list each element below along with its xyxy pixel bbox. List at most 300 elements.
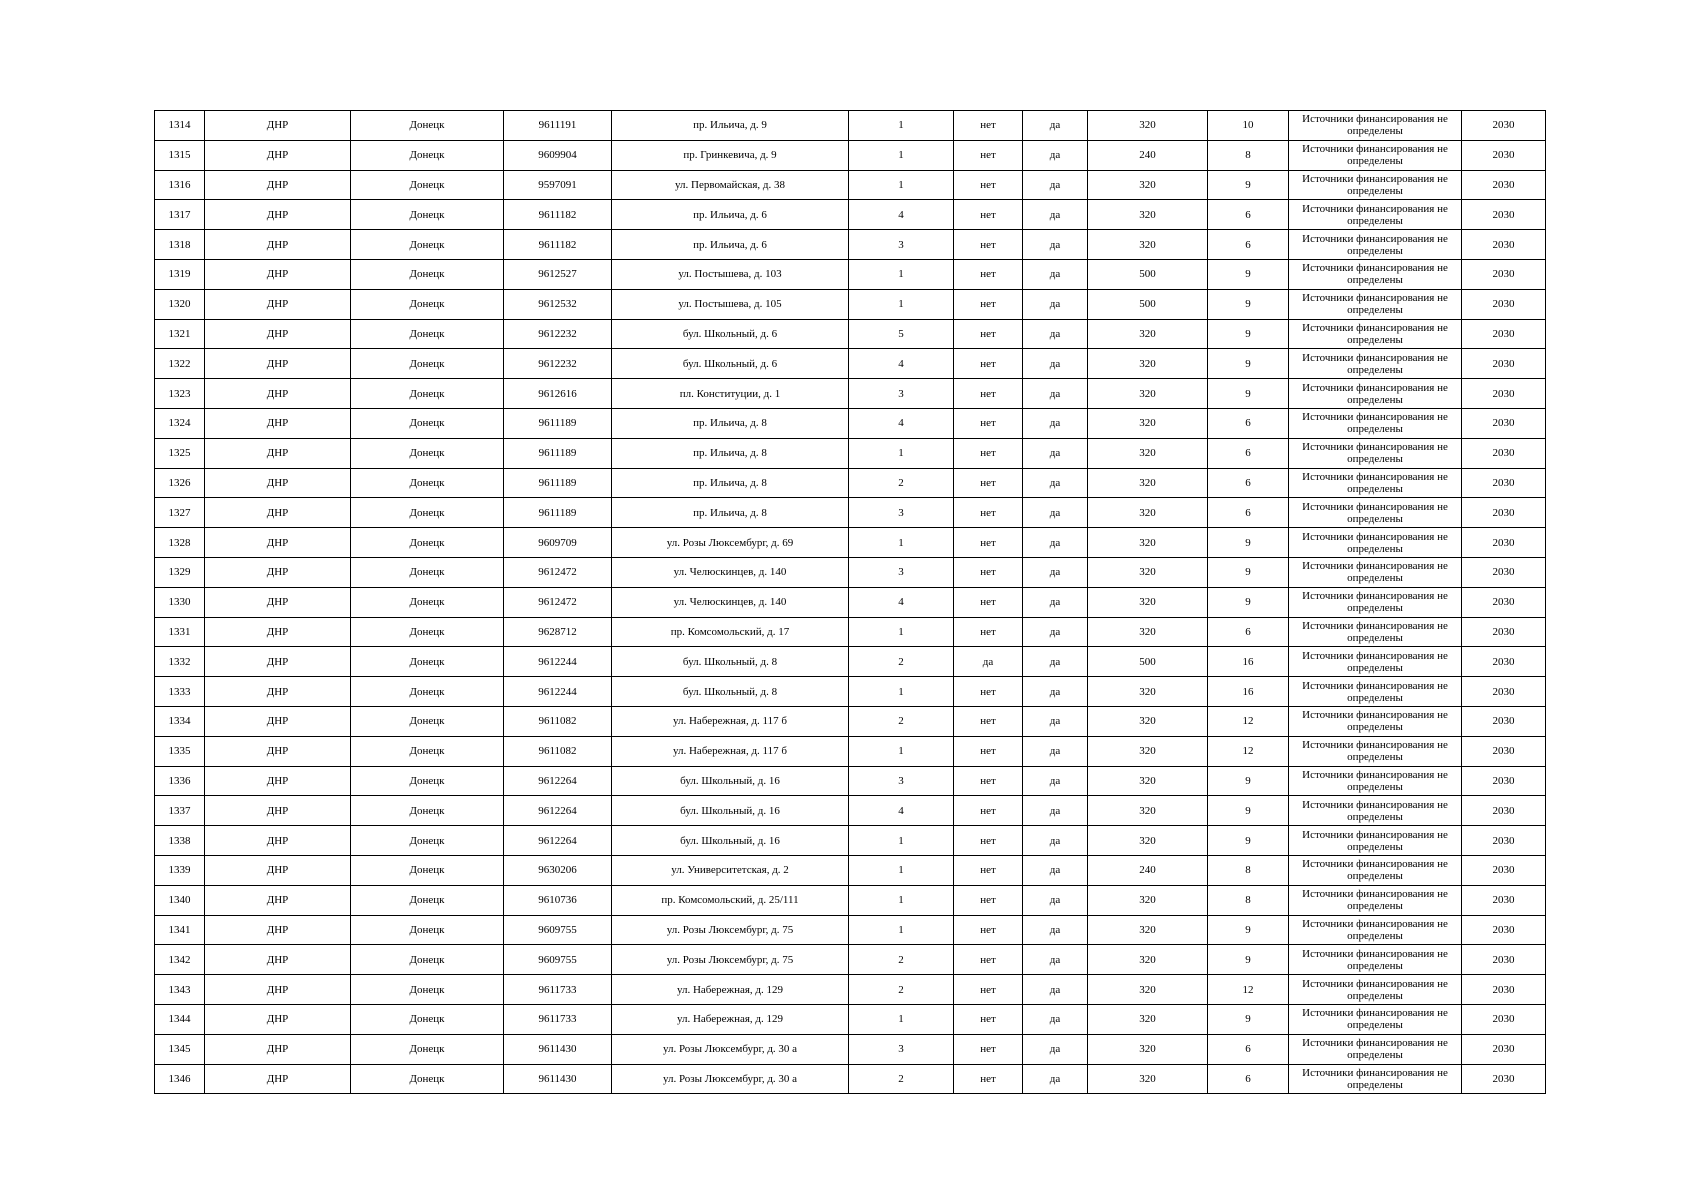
- cell-city: Донецк: [351, 915, 504, 945]
- cell-year: 2030: [1462, 975, 1546, 1005]
- table-row: [155, 289, 1546, 319]
- cell-capacity: 320: [1088, 885, 1208, 915]
- cell-floors: 6: [1208, 468, 1289, 498]
- cell-row-number: 1346: [155, 1064, 205, 1094]
- cell-address: бул. Школьный, д. 6: [612, 349, 849, 379]
- cell-flag-a: нет: [954, 915, 1023, 945]
- cell-address: бул. Школьный, д. 8: [612, 677, 849, 707]
- table-row: [155, 915, 1546, 945]
- table-row: [155, 408, 1546, 438]
- cell-funding-source: Источники финансирования не определены: [1289, 200, 1462, 230]
- cell-object-code: 9611189: [504, 438, 612, 468]
- cell-address: ул. Набережная, д. 129: [612, 1004, 849, 1034]
- cell-region: ДНР: [205, 587, 351, 617]
- cell-row-number: 1317: [155, 200, 205, 230]
- cell-entrance: 2: [849, 1064, 954, 1094]
- cell-year: 2030: [1462, 1004, 1546, 1034]
- cell-capacity: 320: [1088, 975, 1208, 1005]
- cell-floors: 12: [1208, 975, 1289, 1005]
- cell-capacity: 320: [1088, 587, 1208, 617]
- cell-flag-a: нет: [954, 1004, 1023, 1034]
- cell-row-number: 1343: [155, 975, 205, 1005]
- cell-flag-a: нет: [954, 677, 1023, 707]
- cell-floors: 12: [1208, 736, 1289, 766]
- cell-city: Донецк: [351, 826, 504, 856]
- cell-entrance: 1: [849, 617, 954, 647]
- cell-object-code: 9611182: [504, 230, 612, 260]
- cell-floors: 9: [1208, 766, 1289, 796]
- cell-entrance: 1: [849, 528, 954, 558]
- cell-region: ДНР: [205, 766, 351, 796]
- cell-row-number: 1345: [155, 1034, 205, 1064]
- cell-address: пр. Комсомольский, д. 25/111: [612, 885, 849, 915]
- cell-flag-b: да: [1023, 289, 1088, 319]
- cell-address: пр. Ильича, д. 6: [612, 230, 849, 260]
- table-row: [155, 617, 1546, 647]
- cell-flag-b: да: [1023, 736, 1088, 766]
- cell-city: Донецк: [351, 319, 504, 349]
- cell-region: ДНР: [205, 915, 351, 945]
- cell-address: ул. Университетская, д. 2: [612, 855, 849, 885]
- cell-capacity: 320: [1088, 1064, 1208, 1094]
- cell-row-number: 1315: [155, 140, 205, 170]
- cell-entrance: 4: [849, 408, 954, 438]
- cell-entrance: 1: [849, 915, 954, 945]
- cell-region: ДНР: [205, 379, 351, 409]
- cell-flag-a: нет: [954, 498, 1023, 528]
- cell-capacity: 320: [1088, 826, 1208, 856]
- cell-row-number: 1330: [155, 587, 205, 617]
- cell-flag-a: нет: [954, 438, 1023, 468]
- cell-city: Донецк: [351, 468, 504, 498]
- cell-address: ул. Набережная, д. 117 б: [612, 706, 849, 736]
- cell-object-code: 9612527: [504, 259, 612, 289]
- cell-flag-a: нет: [954, 111, 1023, 141]
- cell-funding-source: Источники финансирования не определены: [1289, 796, 1462, 826]
- cell-capacity: 320: [1088, 498, 1208, 528]
- cell-row-number: 1321: [155, 319, 205, 349]
- cell-funding-source: Источники финансирования не определены: [1289, 975, 1462, 1005]
- table-row: [155, 200, 1546, 230]
- cell-flag-b: да: [1023, 1034, 1088, 1064]
- cell-address: ул. Постышева, д. 105: [612, 289, 849, 319]
- cell-region: ДНР: [205, 140, 351, 170]
- cell-funding-source: Источники финансирования не определены: [1289, 766, 1462, 796]
- cell-address: ул. Первомайская, д. 38: [612, 170, 849, 200]
- cell-region: ДНР: [205, 230, 351, 260]
- cell-funding-source: Источники финансирования не определены: [1289, 468, 1462, 498]
- cell-region: ДНР: [205, 885, 351, 915]
- table-row: [155, 140, 1546, 170]
- cell-address: бул. Школьный, д. 16: [612, 796, 849, 826]
- cell-city: Донецк: [351, 617, 504, 647]
- cell-capacity: 320: [1088, 379, 1208, 409]
- cell-floors: 9: [1208, 349, 1289, 379]
- cell-flag-a: нет: [954, 1034, 1023, 1064]
- cell-region: ДНР: [205, 855, 351, 885]
- cell-year: 2030: [1462, 379, 1546, 409]
- cell-floors: 9: [1208, 1004, 1289, 1034]
- cell-flag-b: да: [1023, 319, 1088, 349]
- cell-flag-a: нет: [954, 319, 1023, 349]
- cell-floors: 9: [1208, 289, 1289, 319]
- cell-row-number: 1334: [155, 706, 205, 736]
- cell-object-code: 9609755: [504, 945, 612, 975]
- cell-floors: 6: [1208, 617, 1289, 647]
- cell-flag-b: да: [1023, 826, 1088, 856]
- cell-entrance: 3: [849, 498, 954, 528]
- cell-region: ДНР: [205, 706, 351, 736]
- cell-capacity: 320: [1088, 796, 1208, 826]
- cell-flag-a: нет: [954, 289, 1023, 319]
- cell-flag-a: нет: [954, 528, 1023, 558]
- cell-funding-source: Источники финансирования не определены: [1289, 528, 1462, 558]
- cell-region: ДНР: [205, 528, 351, 558]
- cell-city: Донецк: [351, 230, 504, 260]
- cell-city: Донецк: [351, 945, 504, 975]
- cell-floors: 8: [1208, 140, 1289, 170]
- cell-entrance: 1: [849, 826, 954, 856]
- table-row: [155, 111, 1546, 141]
- table-row: [155, 766, 1546, 796]
- cell-flag-b: да: [1023, 349, 1088, 379]
- cell-floors: 9: [1208, 915, 1289, 945]
- cell-flag-a: нет: [954, 259, 1023, 289]
- cell-funding-source: Источники финансирования не определены: [1289, 647, 1462, 677]
- cell-year: 2030: [1462, 319, 1546, 349]
- cell-object-code: 9611082: [504, 736, 612, 766]
- cell-region: ДНР: [205, 945, 351, 975]
- cell-row-number: 1339: [155, 855, 205, 885]
- table-row: [155, 885, 1546, 915]
- cell-object-code: 9612232: [504, 319, 612, 349]
- cell-year: 2030: [1462, 468, 1546, 498]
- cell-year: 2030: [1462, 915, 1546, 945]
- cell-funding-source: Источники финансирования не определены: [1289, 945, 1462, 975]
- cell-entrance: 3: [849, 557, 954, 587]
- cell-year: 2030: [1462, 289, 1546, 319]
- cell-capacity: 240: [1088, 855, 1208, 885]
- cell-funding-source: Источники финансирования не определены: [1289, 587, 1462, 617]
- cell-address: пр. Ильича, д. 8: [612, 498, 849, 528]
- cell-capacity: 320: [1088, 111, 1208, 141]
- table-row: [155, 677, 1546, 707]
- cell-city: Донецк: [351, 1064, 504, 1094]
- cell-floors: 6: [1208, 1064, 1289, 1094]
- cell-object-code: 9630206: [504, 855, 612, 885]
- cell-entrance: 2: [849, 945, 954, 975]
- cell-city: Донецк: [351, 498, 504, 528]
- cell-region: ДНР: [205, 111, 351, 141]
- table-row: [155, 647, 1546, 677]
- table-row: [155, 498, 1546, 528]
- cell-year: 2030: [1462, 706, 1546, 736]
- cell-funding-source: Источники финансирования не определены: [1289, 498, 1462, 528]
- table-row: [155, 1034, 1546, 1064]
- cell-region: ДНР: [205, 408, 351, 438]
- cell-row-number: 1314: [155, 111, 205, 141]
- cell-capacity: 320: [1088, 915, 1208, 945]
- cell-floors: 9: [1208, 945, 1289, 975]
- cell-funding-source: Источники финансирования не определены: [1289, 1064, 1462, 1094]
- table-row: [155, 468, 1546, 498]
- cell-region: ДНР: [205, 319, 351, 349]
- cell-object-code: 9612264: [504, 796, 612, 826]
- cell-city: Донецк: [351, 1034, 504, 1064]
- cell-row-number: 1340: [155, 885, 205, 915]
- cell-flag-a: нет: [954, 945, 1023, 975]
- cell-address: ул. Постышева, д. 103: [612, 259, 849, 289]
- cell-flag-b: да: [1023, 1004, 1088, 1034]
- cell-flag-a: нет: [954, 230, 1023, 260]
- cell-row-number: 1336: [155, 766, 205, 796]
- cell-floors: 9: [1208, 587, 1289, 617]
- cell-row-number: 1342: [155, 945, 205, 975]
- cell-floors: 16: [1208, 677, 1289, 707]
- cell-city: Донецк: [351, 557, 504, 587]
- cell-floors: 6: [1208, 438, 1289, 468]
- cell-row-number: 1325: [155, 438, 205, 468]
- cell-flag-a: нет: [954, 766, 1023, 796]
- cell-entrance: 3: [849, 766, 954, 796]
- cell-object-code: 9612472: [504, 587, 612, 617]
- cell-address: ул. Розы Люксембург, д. 69: [612, 528, 849, 558]
- cell-flag-b: да: [1023, 766, 1088, 796]
- cell-entrance: 1: [849, 140, 954, 170]
- cell-row-number: 1331: [155, 617, 205, 647]
- cell-year: 2030: [1462, 1064, 1546, 1094]
- cell-row-number: 1320: [155, 289, 205, 319]
- cell-entrance: 4: [849, 349, 954, 379]
- cell-row-number: 1319: [155, 259, 205, 289]
- cell-object-code: 9612264: [504, 826, 612, 856]
- cell-region: ДНР: [205, 826, 351, 856]
- cell-row-number: 1316: [155, 170, 205, 200]
- cell-row-number: 1324: [155, 408, 205, 438]
- cell-capacity: 320: [1088, 945, 1208, 975]
- cell-region: ДНР: [205, 170, 351, 200]
- cell-flag-b: да: [1023, 528, 1088, 558]
- table-row: [155, 796, 1546, 826]
- cell-row-number: 1329: [155, 557, 205, 587]
- cell-entrance: 1: [849, 170, 954, 200]
- cell-city: Донецк: [351, 140, 504, 170]
- cell-row-number: 1327: [155, 498, 205, 528]
- cell-flag-b: да: [1023, 587, 1088, 617]
- table-body: [155, 111, 1546, 1094]
- cell-object-code: 9611182: [504, 200, 612, 230]
- cell-object-code: 9611733: [504, 975, 612, 1005]
- cell-region: ДНР: [205, 200, 351, 230]
- cell-address: ул. Розы Люксембург, д. 75: [612, 945, 849, 975]
- cell-object-code: 9612532: [504, 289, 612, 319]
- cell-year: 2030: [1462, 677, 1546, 707]
- cell-entrance: 1: [849, 111, 954, 141]
- cell-flag-a: нет: [954, 617, 1023, 647]
- table-row: [155, 438, 1546, 468]
- cell-funding-source: Источники финансирования не определены: [1289, 885, 1462, 915]
- cell-city: Донецк: [351, 647, 504, 677]
- cell-flag-b: да: [1023, 438, 1088, 468]
- cell-year: 2030: [1462, 945, 1546, 975]
- cell-entrance: 2: [849, 647, 954, 677]
- cell-flag-b: да: [1023, 855, 1088, 885]
- cell-entrance: 3: [849, 230, 954, 260]
- cell-city: Донецк: [351, 438, 504, 468]
- cell-year: 2030: [1462, 259, 1546, 289]
- cell-object-code: 9611189: [504, 408, 612, 438]
- cell-funding-source: Источники финансирования не определены: [1289, 677, 1462, 707]
- cell-flag-a: нет: [954, 349, 1023, 379]
- cell-capacity: 320: [1088, 200, 1208, 230]
- cell-funding-source: Источники финансирования не определены: [1289, 319, 1462, 349]
- cell-city: Донецк: [351, 766, 504, 796]
- cell-object-code: 9611191: [504, 111, 612, 141]
- cell-capacity: 320: [1088, 766, 1208, 796]
- cell-region: ДНР: [205, 796, 351, 826]
- cell-funding-source: Источники финансирования не определены: [1289, 826, 1462, 856]
- cell-row-number: 1318: [155, 230, 205, 260]
- cell-flag-a: нет: [954, 379, 1023, 409]
- cell-funding-source: Источники финансирования не определены: [1289, 1004, 1462, 1034]
- cell-year: 2030: [1462, 885, 1546, 915]
- cell-region: ДНР: [205, 647, 351, 677]
- cell-floors: 9: [1208, 259, 1289, 289]
- cell-address: пр. Ильича, д. 9: [612, 111, 849, 141]
- cell-city: Донецк: [351, 111, 504, 141]
- cell-region: ДНР: [205, 975, 351, 1005]
- cell-object-code: 9609755: [504, 915, 612, 945]
- cell-flag-b: да: [1023, 796, 1088, 826]
- cell-year: 2030: [1462, 587, 1546, 617]
- cell-city: Донецк: [351, 408, 504, 438]
- cell-row-number: 1328: [155, 528, 205, 558]
- cell-flag-b: да: [1023, 975, 1088, 1005]
- cell-year: 2030: [1462, 438, 1546, 468]
- cell-object-code: 9609709: [504, 528, 612, 558]
- cell-year: 2030: [1462, 200, 1546, 230]
- cell-address: ул. Розы Люксембург, д. 30 а: [612, 1034, 849, 1064]
- cell-year: 2030: [1462, 349, 1546, 379]
- cell-year: 2030: [1462, 826, 1546, 856]
- cell-floors: 9: [1208, 170, 1289, 200]
- cell-entrance: 2: [849, 706, 954, 736]
- table-row: [155, 349, 1546, 379]
- cell-address: пл. Конституции, д. 1: [612, 379, 849, 409]
- cell-flag-a: нет: [954, 975, 1023, 1005]
- cell-year: 2030: [1462, 766, 1546, 796]
- cell-entrance: 1: [849, 885, 954, 915]
- cell-address: ул. Набережная, д. 129: [612, 975, 849, 1005]
- cell-flag-b: да: [1023, 379, 1088, 409]
- cell-funding-source: Источники финансирования не определены: [1289, 140, 1462, 170]
- cell-region: ДНР: [205, 677, 351, 707]
- cell-city: Донецк: [351, 170, 504, 200]
- cell-row-number: 1332: [155, 647, 205, 677]
- cell-flag-a: нет: [954, 408, 1023, 438]
- cell-funding-source: Источники финансирования не определены: [1289, 736, 1462, 766]
- cell-flag-b: да: [1023, 647, 1088, 677]
- cell-region: ДНР: [205, 438, 351, 468]
- cell-flag-a: нет: [954, 736, 1023, 766]
- cell-capacity: 320: [1088, 677, 1208, 707]
- cell-address: пр. Ильича, д. 6: [612, 200, 849, 230]
- table-row: [155, 557, 1546, 587]
- cell-city: Донецк: [351, 706, 504, 736]
- cell-funding-source: Источники финансирования не определены: [1289, 617, 1462, 647]
- cell-year: 2030: [1462, 140, 1546, 170]
- cell-floors: 9: [1208, 379, 1289, 409]
- cell-region: ДНР: [205, 1034, 351, 1064]
- cell-region: ДНР: [205, 1064, 351, 1094]
- cell-address: ул. Челюскинцев, д. 140: [612, 557, 849, 587]
- cell-flag-b: да: [1023, 706, 1088, 736]
- cell-year: 2030: [1462, 796, 1546, 826]
- cell-row-number: 1326: [155, 468, 205, 498]
- cell-floors: 9: [1208, 826, 1289, 856]
- cell-flag-b: да: [1023, 111, 1088, 141]
- cell-floors: 6: [1208, 1034, 1289, 1064]
- cell-entrance: 4: [849, 796, 954, 826]
- cell-funding-source: Источники финансирования не определены: [1289, 170, 1462, 200]
- cell-object-code: 9597091: [504, 170, 612, 200]
- cell-flag-a: нет: [954, 1064, 1023, 1094]
- cell-region: ДНР: [205, 1004, 351, 1034]
- cell-year: 2030: [1462, 498, 1546, 528]
- table-row: [155, 587, 1546, 617]
- cell-flag-b: да: [1023, 915, 1088, 945]
- cell-row-number: 1333: [155, 677, 205, 707]
- cell-capacity: 320: [1088, 170, 1208, 200]
- cell-address: пр. Гринкевича, д. 9: [612, 140, 849, 170]
- cell-flag-b: да: [1023, 259, 1088, 289]
- cell-floors: 8: [1208, 885, 1289, 915]
- cell-flag-b: да: [1023, 557, 1088, 587]
- cell-floors: 9: [1208, 528, 1289, 558]
- cell-flag-b: да: [1023, 200, 1088, 230]
- cell-flag-a: нет: [954, 826, 1023, 856]
- cell-address: пр. Ильича, д. 8: [612, 408, 849, 438]
- table-row: [155, 975, 1546, 1005]
- cell-entrance: 4: [849, 200, 954, 230]
- cell-floors: 16: [1208, 647, 1289, 677]
- cell-floors: 6: [1208, 498, 1289, 528]
- cell-address: пр. Комсомольский, д. 17: [612, 617, 849, 647]
- cell-row-number: 1323: [155, 379, 205, 409]
- cell-row-number: 1338: [155, 826, 205, 856]
- cell-address: ул. Набережная, д. 117 б: [612, 736, 849, 766]
- table-row: [155, 528, 1546, 558]
- cell-capacity: 320: [1088, 706, 1208, 736]
- cell-entrance: 1: [849, 736, 954, 766]
- cell-region: ДНР: [205, 349, 351, 379]
- cell-funding-source: Источники финансирования не определены: [1289, 408, 1462, 438]
- cell-row-number: 1322: [155, 349, 205, 379]
- table-row: [155, 259, 1546, 289]
- table-row: [155, 170, 1546, 200]
- cell-funding-source: Источники финансирования не определены: [1289, 438, 1462, 468]
- cell-capacity: 500: [1088, 289, 1208, 319]
- cell-flag-a: нет: [954, 796, 1023, 826]
- data-table: [154, 110, 1546, 1094]
- cell-floors: 8: [1208, 855, 1289, 885]
- cell-flag-b: да: [1023, 498, 1088, 528]
- cell-capacity: 500: [1088, 647, 1208, 677]
- cell-address: пр. Ильича, д. 8: [612, 468, 849, 498]
- cell-funding-source: Источники финансирования не определены: [1289, 289, 1462, 319]
- cell-flag-b: да: [1023, 170, 1088, 200]
- cell-year: 2030: [1462, 736, 1546, 766]
